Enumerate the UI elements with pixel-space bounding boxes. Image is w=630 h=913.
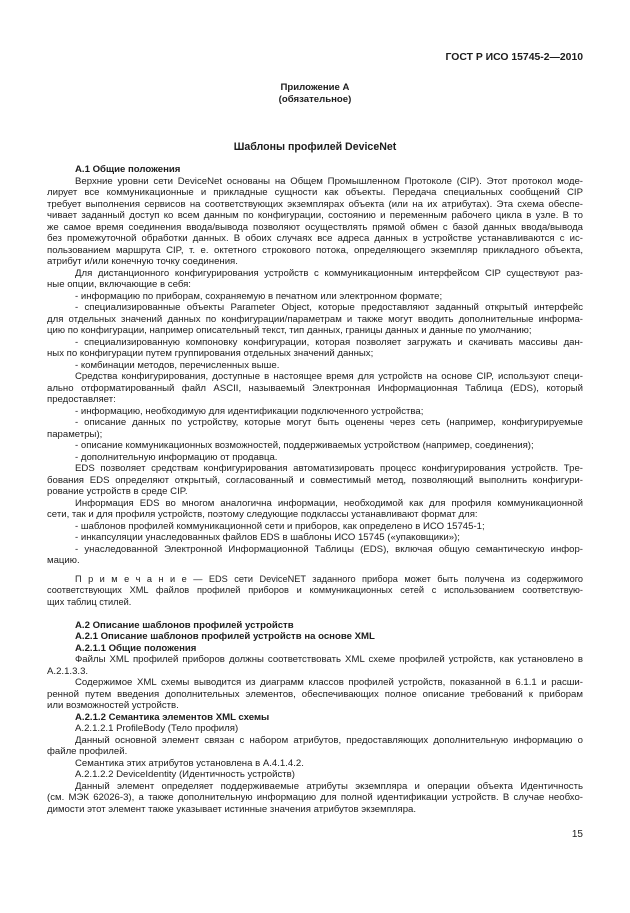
text-line: для отдельных значений данных по конфигурации/параметрам и также могут вводить дополнительные информа-	[47, 313, 583, 325]
text-line: Данный элемент определяет поддерживаемые атрибуты экземпляра и операции объекта Идентичность	[75, 780, 583, 792]
paragraph	[47, 268, 583, 291]
text-line: - дополнительную информацию от продавца.	[75, 451, 278, 463]
text-line: Данный основной элемент связан с набором атрибутов, предоставляющих дополнительную информацию о	[75, 734, 583, 746]
annex-label: Приложение А	[280, 82, 350, 93]
text-line: параметры);	[47, 428, 103, 440]
text-line: ные опции, включающие в себя:	[47, 279, 191, 290]
text-line: Для дистанционного конфигурирования устройств с коммуникационным интерфейсом CIP существуют раз-	[75, 267, 583, 279]
paragraph	[47, 781, 583, 816]
text-line: - унаследованной Электронной Информационной Таблицы (EDS), включая общую семантическую инфор-	[75, 543, 583, 555]
text-line: Информация EDS во многом аналогична информации, необходимой как для профиля коммуникационной	[75, 497, 583, 509]
paragraph	[47, 337, 583, 360]
annex-subsection	[47, 620, 583, 816]
paragraph	[47, 723, 583, 735]
paragraph	[47, 544, 583, 567]
paragraph	[47, 677, 583, 712]
annex-title: Шаблоны профилей DeviceNet	[233, 141, 397, 153]
section-heading: А.2.1.2 Семантика элементов XML схемы	[75, 711, 270, 723]
text-line: - инкапсуляции унаследованных файлов EDS в шаблоны ИСО 15745 («упаковщики»);	[75, 532, 460, 543]
note-paragraph	[47, 574, 583, 609]
paragraph	[47, 302, 583, 337]
text-line: мацию.	[47, 555, 80, 566]
paragraph	[47, 758, 583, 770]
text-line: пользованием маршрута CIP, т. е. октетного строкового потока, определяющего экземпляр прикладного объекта,	[47, 244, 583, 256]
text-line: А.2.1.2.1 ProfileBody (Тело профиля)	[75, 723, 239, 734]
section-heading: А.1 Общие положения	[75, 164, 181, 175]
text-line: Верхние уровни сети DeviceNet основаны на Общем Промышленном Протоколе (CIP). Этот протокол моде-	[75, 175, 583, 187]
section-heading: А.2.1 Описание шаблонов профилей устройств на основе XML	[75, 631, 375, 642]
text-line: димости этот элемент также указывает истинные значения атрибутов экземпляра.	[47, 803, 417, 815]
text-line: атрибут и/или конечную точку соединения.	[47, 256, 238, 267]
text-line: - специализированные объекты Parameter Object, которые предоставляют заданный открытый интерфейс	[75, 302, 583, 313]
text-line: - информацию по приборам, сохраняемую в печатном или электронном формате;	[75, 290, 443, 302]
text-line: ренной путем введения дополнительных элементов, обеспечивающих полное описание требований к приборам	[47, 688, 583, 700]
text-line: сети, так и для профиля устройств, поэтому следующие подклассы устанавливают формат для:	[47, 509, 478, 520]
paragraph	[47, 521, 583, 533]
text-line: Файлы XML профилей приборов должны соответствовать XML схеме профилей устройств, как установлено в	[75, 654, 583, 665]
paragraph	[47, 291, 583, 303]
text-line: без промежуточной обработки данных. В обоих случаях все адреса данных в устройстве устанавливаются с ис-	[47, 233, 583, 244]
section-heading: А.2.1.1 Общие положения	[75, 642, 197, 654]
text-line: чивает заданный доступ ко всем данным по конфигурации, состоянию и переменным рабочего цикла в узле. В то	[47, 210, 583, 221]
paragraph	[47, 176, 583, 268]
note-line: щих таблиц стилей.	[47, 596, 132, 607]
annex-body	[47, 164, 583, 815]
text-line: А.2.1.2.2 DeviceIdentity (Идентичность устройств)	[75, 769, 295, 780]
note-line: П р и м е ч а н и е — EDS сети DeviceNET заданного прибора может быть получена из содержимого	[75, 573, 583, 584]
paragraph	[47, 371, 583, 406]
paragraph	[47, 769, 583, 781]
section-heading: А.2 Описание шаблонов профилей устройств	[75, 619, 294, 631]
paragraph	[47, 360, 583, 372]
text-line: или возможностей устройств.	[47, 700, 179, 711]
paragraph	[47, 452, 583, 464]
paragraph	[47, 498, 583, 521]
paragraph	[47, 735, 583, 758]
text-line: предоставляет:	[47, 394, 116, 405]
paragraph	[47, 532, 583, 544]
text-line: - шаблонов профилей коммуникационной сети и приборов, как определено в ИСО 15745-1;	[75, 520, 485, 532]
text-line: бования EDS определяют открытый, согласованный и совместимый метод, позволяющий выполнить конфигури-	[47, 474, 583, 486]
text-line: Содержимое XML схемы выводится из диаграмм классов профилей устройств, показанной в 6.1.1 и расши-	[75, 677, 583, 688]
annex-status: (обязательное)	[278, 94, 352, 105]
paragraph	[47, 654, 583, 677]
text-line: файле профилей.	[47, 746, 128, 757]
text-line: - описание данных по устройству, которые могут быть оценены через сеть (например, конфигурируемые	[75, 417, 583, 428]
text-line: же самое время соединения ввода/вывода позволяют осуществлять прямой обмен с базой данных ввода/вывода	[47, 221, 583, 233]
text-line: - информацию, необходимую для идентификации подключенного устройства;	[75, 405, 424, 417]
text-line: (см. МЭК 62026-3), а также дополнительную информацию для полной идентификации устройств. В случае необхо-	[47, 792, 583, 803]
note-line: соответствующих XML файлов профилей приборов и коммуникационных сетей с использованием соответствую-	[47, 585, 583, 595]
paragraph	[47, 406, 583, 418]
text-line: - комбинации методов, перечисленных выше.	[75, 359, 280, 371]
page-number: 15	[571, 829, 583, 840]
text-line: ально отформатированный файл ASCII, называемый Электронная Информационная Таблица (EDS), который	[47, 382, 583, 394]
paragraph	[47, 417, 583, 440]
paragraph	[47, 440, 583, 452]
text-line: - описание коммуникационных возможностей, поддерживаемых устройством (например, соединения);	[75, 440, 534, 451]
annex-subsection	[47, 164, 583, 608]
text-line: Средства конфигурирования, доступные в настоящее время для устройств на основе CIP, используют специ-	[75, 371, 583, 382]
text-line: А.2.1.3.3.	[47, 665, 89, 677]
text-line: - специализированную компоновку конфигурации, которая позволяет загружать и скачивать массивы дан-	[75, 336, 583, 348]
document-code-header: ГОСТ Р ИСО 15745-2—2010	[445, 52, 583, 63]
text-line: рование устройств в среде CIP.	[47, 486, 188, 497]
text-line: требует выполнения сервисов на соответствующих экземплярах объекта (или на их атрибутах). Эта схема обеспе-	[47, 198, 583, 210]
text-line: лирует все коммуникационные и прикладные сущности как объекты. Передача специальных сообщений CIP	[47, 187, 583, 198]
text-line: ных по конфигурации путем группирования отдельных значений данных;	[47, 348, 374, 359]
text-line: EDS позволяет средствам конфигурирования автоматизировать процесс конфигурирования устройств. Тре-	[75, 463, 583, 474]
text-line: цию по конфигурации, например описательный текст, тип данных, границы данных и данные по умолчанию;	[47, 325, 532, 336]
text-line: Семантика этих атрибутов установлена в А.4.1.4.2.	[75, 757, 304, 769]
paragraph	[47, 463, 583, 498]
